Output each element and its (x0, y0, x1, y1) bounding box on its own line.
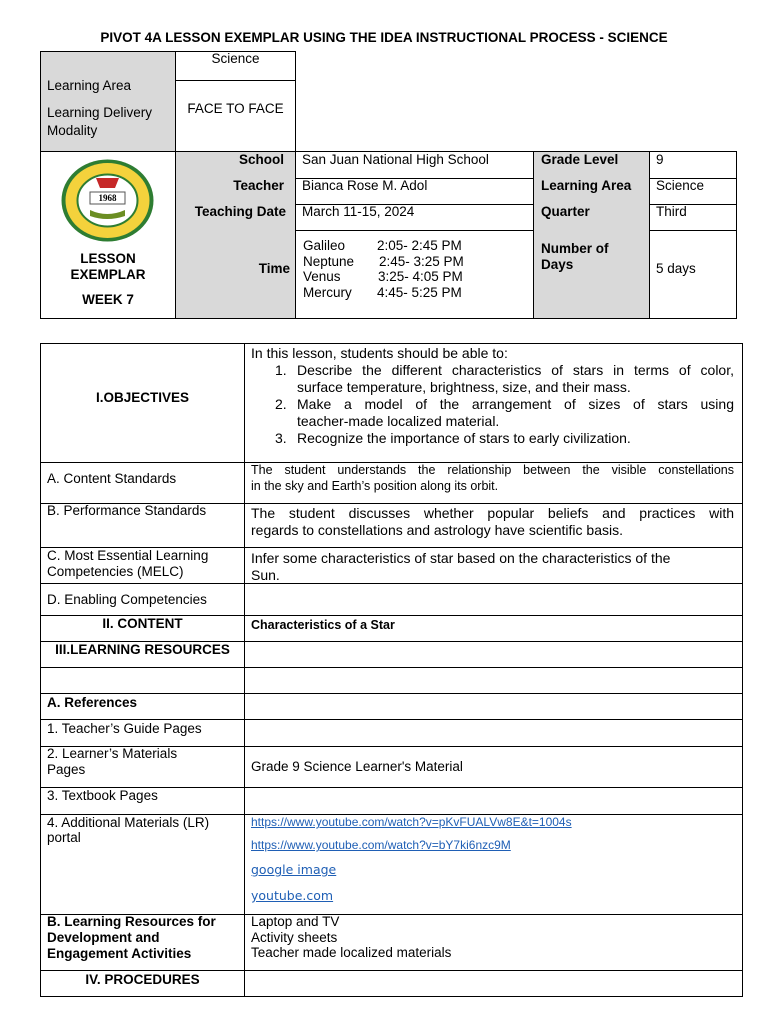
quarter-value: Third (656, 204, 687, 219)
procedures-value-cell (244, 970, 743, 997)
teacher-label: Teacher (233, 178, 284, 193)
objective-num-3: 3. (275, 430, 287, 446)
school-label: School (238, 152, 284, 167)
objective-2-line-2: teacher-made localized material. (297, 413, 500, 429)
seal-year: 1968 (98, 193, 117, 203)
melc-line-2: Sun. (251, 567, 280, 583)
empty-left-cell (40, 667, 245, 694)
grade-level-label: Grade Level (541, 152, 619, 167)
schedule-time: 2:05- 2:45 PM (377, 238, 462, 253)
empty-right-cell (244, 667, 743, 694)
melc-line-1: Infer some characteristics of star based on the characteristics of the (251, 550, 671, 566)
number-of-days-label: Number of (541, 241, 609, 256)
content-standards-line-2: in the sky and Earth’s position along its orbit. (251, 479, 499, 493)
schedule-time: 4:45- 5:25 PM (377, 284, 462, 300)
learning-area-right-label: Learning Area (541, 178, 632, 193)
enabling-value-cell (244, 583, 743, 616)
objective-2-line-1: Make a model of the arrangement of sizes of stars using (297, 396, 734, 412)
additional-materials-label-2: portal (47, 830, 81, 845)
resource-link[interactable]: https://www.youtube.com/watch?v=pKvFUALVw8E&t=1004s (251, 815, 572, 829)
objective-1-line-1: Describe the different characteristics of stars in terms of color, (297, 362, 734, 378)
content-label: II. CONTENT (102, 616, 183, 631)
procedures-label: IV. PROCEDURES (85, 972, 200, 987)
resource-link[interactable]: google image (251, 862, 337, 877)
content-standards-label: A. Content Standards (47, 471, 177, 486)
performance-standards-line-1: The student discusses whether popular beliefs and practices with (251, 505, 734, 521)
days-value: 5 days (656, 261, 696, 276)
schedule-section: Neptune (303, 253, 355, 269)
learners-materials-label: 2. Learner’s Materials (47, 746, 178, 761)
schedule-section: Venus (303, 269, 341, 284)
date-value: March 11-15, 2024 (302, 204, 415, 219)
exemplar-label: EXEMPLAR (70, 267, 146, 282)
schedule-time: 2:45- 3:25 PM (379, 253, 464, 269)
objective-num-2: 2. (275, 396, 287, 412)
learning-area-value: Science (211, 51, 260, 66)
modality-label-2: Modality (47, 123, 98, 138)
teacher-value: Bianca Rose M. Adol (302, 178, 428, 193)
performance-standards-line-2: regards to constellations and astrology have scientific basis. (251, 522, 623, 538)
lr-dev-item: Teacher made localized materials (251, 945, 452, 960)
content-standards-line-1: The student understands the relationship between the visible constellations (251, 463, 734, 477)
quarter-label: Quarter (541, 204, 590, 219)
info-labels-right-cell (533, 151, 650, 319)
schedule-section: Galileo (303, 238, 346, 253)
resource-link[interactable]: youtube.com (251, 888, 334, 903)
textbook-value-cell (244, 787, 743, 815)
resource-link[interactable]: https://www.youtube.com/watch?v=bY7ki6nzc9M (251, 838, 511, 852)
schedule-times (377, 238, 464, 300)
lr-dev-label-3: Engagement Activities (47, 946, 192, 961)
grade-level-value: 9 (656, 152, 664, 167)
info-labels-cell (175, 151, 296, 319)
learners-materials-label-2: Pages (47, 762, 86, 777)
schedule-section: Mercury (303, 284, 352, 300)
references-label: A. References (47, 695, 138, 710)
performance-standards-label: B. Performance Standards (47, 503, 207, 518)
learners-materials-value: Grade 9 Science Learner's Material (251, 759, 463, 774)
modality-label: Learning Delivery (47, 105, 153, 120)
school-seal (60, 158, 155, 243)
objective-num-1: 1. (275, 362, 287, 378)
references-value-cell (244, 693, 743, 720)
teachers-guide-label: 1. Teacher’s Guide Pages (47, 721, 202, 736)
enabling-competencies-label: D. Enabling Competencies (47, 592, 207, 607)
page-title: PIVOT 4A LESSON EXEMPLAR USING THE IDEA INSTRUCTIONAL PROCESS - SCIENCE (100, 30, 668, 45)
school-value: San Juan National High School (302, 152, 489, 167)
objective-1-line-2: surface temperature, brightness, size, and their mass. (297, 379, 631, 395)
lesson-label: LESSON (80, 251, 136, 266)
tg-value-cell (244, 719, 743, 747)
schedule-sections (303, 238, 354, 300)
melc-label-2: Competencies (MELC) (47, 564, 184, 579)
modality-value: FACE TO FACE (187, 101, 284, 116)
learning-area-label: Learning Area (47, 78, 132, 93)
time-label: Time (258, 261, 290, 276)
lr-dev-label-2: Development and (47, 930, 160, 945)
learning-resources-label: III.LEARNING RESOURCES (55, 642, 230, 657)
textbook-pages-label: 3. Textbook Pages (47, 788, 158, 803)
lr-dev-label: B. Learning Resources for (47, 914, 216, 929)
week-label: WEEK 7 (82, 292, 134, 307)
lr-dev-item: Activity sheets (251, 930, 338, 945)
objectives-intro: In this lesson, students should be able to: (251, 345, 508, 361)
lr-dev-item: Laptop and TV (251, 914, 340, 929)
melc-label: C. Most Essential Learning (47, 548, 209, 563)
objective-3-line-1: Recognize the importance of stars to early civilization. (297, 430, 631, 446)
teaching-date-label: Teaching Date (194, 204, 286, 219)
schedule-time: 3:25- 4:05 PM (378, 269, 463, 284)
days-label: Days (541, 257, 574, 272)
resources-value-cell (244, 641, 743, 668)
objectives-label: I.OBJECTIVES (95, 390, 190, 405)
content-value: Characteristics of a Star (251, 618, 395, 632)
additional-materials-label: 4. Additional Materials (LR) (47, 815, 210, 830)
learning-area-right-value: Science (656, 178, 705, 193)
